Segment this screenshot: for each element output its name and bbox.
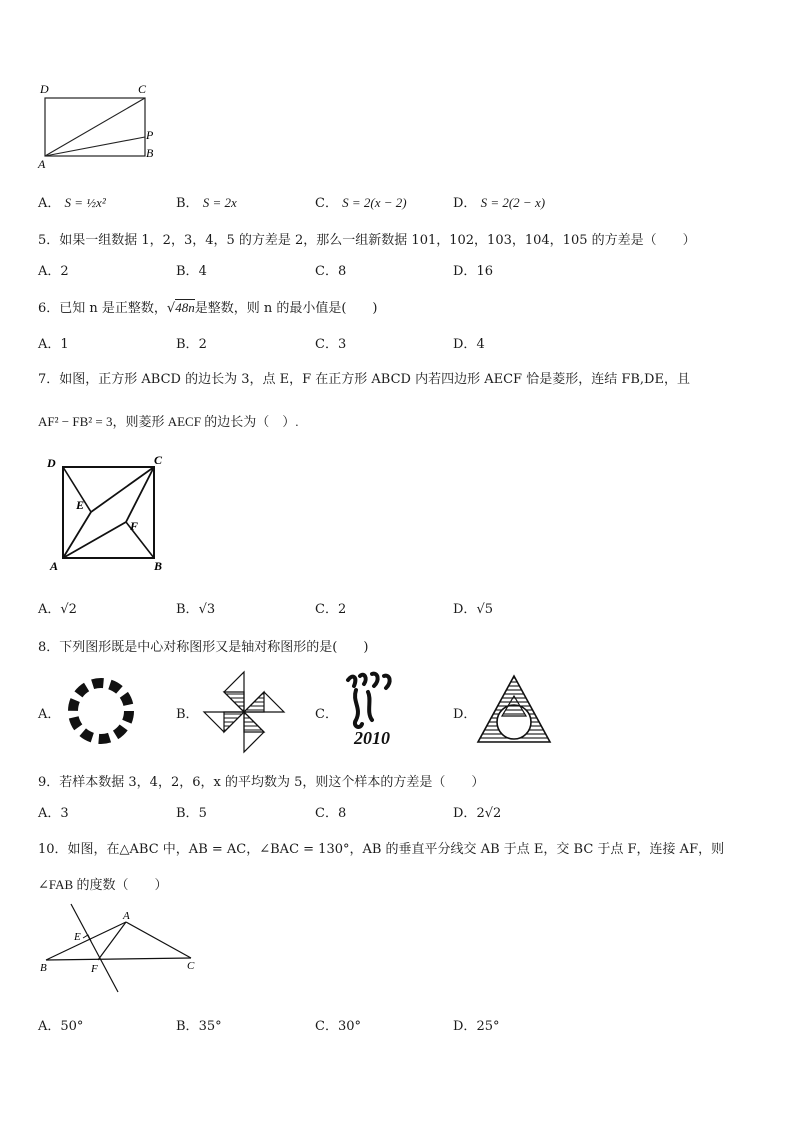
label-D: D — [40, 82, 49, 96]
q10-label-C: C — [187, 960, 195, 972]
q4-option-b: B． S = 2x — [176, 195, 237, 211]
rectangle-figure — [34, 80, 164, 175]
q10-label-F: F — [91, 963, 98, 975]
q7-label-E: E — [76, 498, 85, 512]
q9-option-a: A．3 — [38, 806, 69, 821]
q10-question-line1: 10．如图，在△ABC 中，AB = AC，∠BAC = 130°，AB 的垂直平分线交 AB 于点 E，交 BC 于点 F，连接 AF，则 — [38, 842, 725, 857]
q5-option-d: D．16 — [453, 264, 493, 279]
q6-option-a: A．1 — [38, 337, 69, 352]
q4-option-d-formula: S = 2(2 − x) — [480, 195, 546, 210]
q7-label-D: D — [47, 456, 56, 470]
q4-option-c: C． S = 2(x − 2) — [315, 195, 407, 211]
label-P: P — [146, 128, 154, 142]
q7-question-line2: AF² − FB² = 3，则菱形 AECF 的边长为（ ）. — [38, 414, 299, 429]
q9-question: 9．若样本数据 3，4，2，6，x 的平均数为 5，则这个样本的方差是（ ） — [38, 775, 485, 790]
q10-option-b: B．35° — [176, 1019, 222, 1034]
q4-option-a: A． S = ½x² — [38, 195, 106, 211]
q6-option-b: B．2 — [176, 337, 207, 352]
label-C: C — [138, 82, 147, 96]
q8-option-c-key: C． — [315, 707, 338, 722]
q6-option-c: C．3 — [315, 337, 347, 352]
q7-label-B: B — [154, 559, 163, 573]
q10-question-line2: ∠FAB 的度数（ ） — [38, 877, 168, 892]
q8-question: 8．下列图形既是中心对称图形又是轴对称图形的是( ) — [38, 640, 369, 655]
q10-option-a: A．50° — [38, 1019, 84, 1034]
q10-label-B: B — [40, 962, 47, 974]
q5-option-a: A．2 — [38, 264, 69, 279]
q7-question-line1: 7．如图，正方形 ABCD 的边长为 3，点 E，F 在正方形 ABCD 内若四边形 AECF 恰是菱形，连结 FB,DE，且 — [38, 372, 690, 387]
q7-option-c: C．2 — [315, 602, 347, 617]
q10-option-d: D．25° — [453, 1019, 500, 1034]
q7-option-b: B．√3 — [176, 602, 216, 617]
q7-option-d: D．√5 — [453, 602, 493, 617]
calligraphy-logo-icon — [338, 668, 410, 750]
q10-option-c: C．30° — [315, 1019, 361, 1034]
q4-option-b-formula: S = 2x — [202, 195, 237, 210]
q6-option-d: D．4 — [453, 337, 485, 352]
q6-radicand: 48n — [175, 300, 195, 315]
sqrt-icon: √ — [166, 301, 176, 316]
triangle-bisector-figure — [36, 900, 206, 995]
triangle-circle-icon — [474, 672, 554, 746]
q4-option-a-formula: S = ½x² — [64, 195, 106, 210]
q7-label-A: A — [50, 559, 59, 573]
q7-label-F: F — [130, 519, 139, 533]
label-B: B — [146, 146, 154, 160]
q4-option-c-formula: S = 2(x − 2) — [342, 195, 407, 210]
pinwheel-icon — [200, 668, 288, 756]
q10-label-E: E — [74, 931, 81, 943]
q4-option-d: D． S = 2(2 − x) — [453, 195, 546, 211]
dashed-ring-icon — [62, 672, 140, 750]
q7-label-C: C — [154, 453, 163, 467]
q6-question: 6．已知 n 是正整数，√48n是整数，则 n 的最小值是( ) — [38, 300, 378, 316]
q5-question: 5．如果一组数据 1，2，3，4，5 的方差是 2，那么一组新数据 101，102，103，104，105 的方差是（ ） — [38, 233, 696, 248]
q7-option-a: A．√2 — [38, 602, 77, 617]
q8-option-a-key: A． — [38, 707, 61, 722]
label-A: A — [38, 157, 46, 171]
q10-label-A: A — [123, 910, 130, 922]
q9-option-c: C．8 — [315, 806, 347, 821]
q9-option-d: D．2√2 — [453, 806, 502, 821]
q5-option-c: C．8 — [315, 264, 347, 279]
q8-option-d-key: D． — [453, 707, 477, 722]
rhombus-figure — [44, 452, 174, 577]
q8-logo-year: 2010 — [354, 728, 390, 748]
q8-option-b-key: B． — [176, 707, 199, 722]
q9-option-b: B．5 — [176, 806, 207, 821]
q5-option-b: B．4 — [176, 264, 207, 279]
